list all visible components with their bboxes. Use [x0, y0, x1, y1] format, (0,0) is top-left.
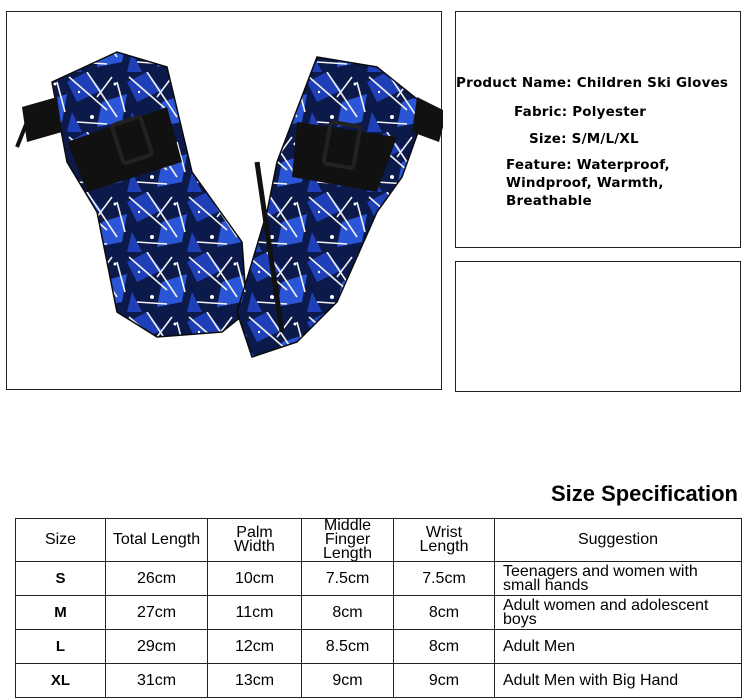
header-total-length: Total Length	[106, 519, 208, 562]
product-photo	[6, 11, 442, 390]
fabric-label: Fabric:	[514, 104, 568, 120]
table-row	[16, 630, 742, 664]
product-name-label: Product Name:	[456, 75, 572, 91]
feature-value: Waterproof, Windproof, Warmth, Breathable	[506, 157, 670, 209]
cell-total-length: 27cm	[106, 596, 208, 630]
left-glove	[17, 52, 247, 337]
cell-wrist-length: 8cm	[394, 596, 495, 630]
cell-total-length: 29cm	[106, 630, 208, 664]
table-row	[16, 562, 742, 596]
cell-wrist-length: 9cm	[394, 664, 495, 698]
cell-palm-width: 10cm	[208, 562, 302, 596]
cell-middle-finger-length: 9cm	[302, 664, 394, 698]
cell-palm-width: 13cm	[208, 664, 302, 698]
product-info-panel	[455, 11, 741, 248]
cell-size: S	[16, 562, 106, 596]
cell-suggestion: Adult women and adolescent boys	[495, 596, 742, 630]
cell-size: M	[16, 596, 106, 630]
feature-row	[506, 156, 741, 210]
header-size: Size	[16, 519, 106, 562]
table-row	[16, 596, 742, 630]
cell-wrist-length: 8cm	[394, 630, 495, 664]
cell-wrist-length: 7.5cm	[394, 562, 495, 596]
cell-middle-finger-length: 8cm	[302, 596, 394, 630]
header-palm-width: Palm Width	[208, 519, 302, 562]
cell-suggestion: Adult Men	[495, 630, 742, 664]
cell-size: L	[16, 630, 106, 664]
fabric-value: Polyester	[572, 104, 647, 120]
table-row	[16, 664, 742, 698]
header-suggestion: Suggestion	[495, 519, 742, 562]
size-row	[529, 131, 639, 147]
cell-suggestion: Adult Men with Big Hand	[495, 664, 742, 698]
size-specification-title: Size Specification	[550, 481, 738, 506]
cell-middle-finger-length: 8.5cm	[302, 630, 394, 664]
cell-middle-finger-length: 7.5cm	[302, 562, 394, 596]
size-table	[15, 518, 742, 698]
product-name-row	[456, 75, 728, 91]
header-middle-finger-length: Middle Finger Length	[302, 519, 394, 562]
right-glove	[237, 57, 443, 357]
cell-palm-width: 11cm	[208, 596, 302, 630]
size-value: S/M/L/XL	[571, 131, 639, 147]
product-name-value: Children Ski Gloves	[576, 75, 729, 91]
empty-info-panel	[455, 261, 741, 392]
cell-palm-width: 12cm	[208, 630, 302, 664]
cell-total-length: 31cm	[106, 664, 208, 698]
header-wrist-length: Wrist Length	[394, 519, 495, 562]
cell-total-length: 26cm	[106, 562, 208, 596]
cell-size: XL	[16, 664, 106, 698]
size-label: Size:	[529, 131, 567, 147]
ski-gloves-illustration	[7, 12, 443, 391]
cell-suggestion: Teenagers and women with small hands	[495, 562, 742, 596]
fabric-row	[514, 104, 646, 120]
feature-label: Feature:	[506, 157, 572, 173]
table-header-row	[16, 519, 742, 562]
